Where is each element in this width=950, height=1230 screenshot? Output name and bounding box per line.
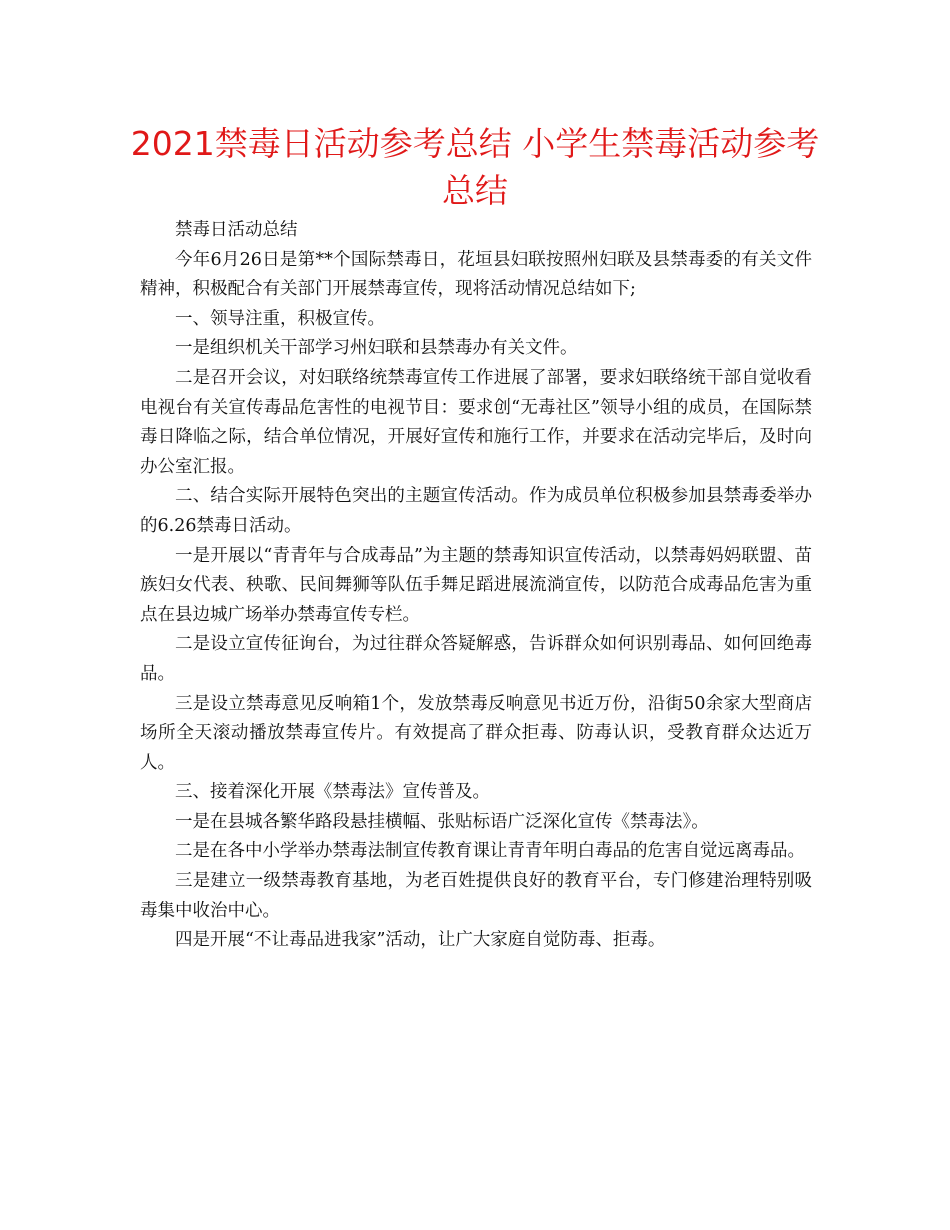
paragraph: 二是设立宣传征询台，为过往群众答疑解惑，告诉群众如何识别毒品、如何回绝毒品。	[140, 634, 812, 684]
paragraph: 四是开展“不让毒品进我家”活动，让广大家庭自觉防毒、拒毒。	[175, 930, 666, 951]
document-body	[140, 216, 812, 956]
paragraph: 一是开展以“青青年与合成毒品”为主题的禁毒知识宣传活动，以禁毒妈妈联盟、苗族妇女代表、秧歌、民间舞狮等队伍手舞足蹈进展流淌宣传，以防范合成毒品危害为重点在县边城广场举办禁毒宣传专栏。	[140, 545, 812, 625]
paragraph: 一、领导注重，积极宣传。	[175, 308, 385, 329]
document-title: 2021禁毒日活动参考总结 小学生禁毒活动参考总结	[130, 124, 820, 210]
paragraph: 三是设立禁毒意见反响箱1个，发放禁毒反响意见书近万份，沿街50余家大型商店场所全天滚动播放禁毒宣传片。有效提高了群众拒毒、防毒认识，受教育群众达近万人。	[140, 693, 812, 773]
paragraph: 一是组织机关干部学习州妇联和县禁毒办有关文件。	[175, 338, 578, 359]
paragraph: 禁毒日活动总结	[175, 220, 298, 240]
paragraph: 二是召开会议，对妇联络统禁毒宣传工作进展了部署，要求妇联络统干部自觉收看电视台有关宣传毒品危害性的电视节目：要求创“无毒社区”领导小组的成员，在国际禁毒日降临之际，结合单位情况，开展好宣传和施行工作，并要求在活动完毕后，及时向办公室汇报。	[140, 367, 812, 477]
paragraph: 二是在各中小学举办禁毒法制宣传教育课让青青年明白毒品的危害自觉远离毒品。	[175, 841, 805, 862]
paragraph: 二、结合实际开展特色突出的主题宣传活动。作为成员单位积极参加县禁毒委举办的6.26禁毒日活动。	[140, 486, 812, 536]
paragraph: 一是在县城各繁华路段悬挂横幅、张贴标语广泛深化宣传《禁毒法》。	[175, 811, 709, 832]
paragraph: 三是建立一级禁毒教育基地，为老百姓提供良好的教育平台，专门修建治理特别吸毒集中收治中心。	[140, 871, 812, 921]
paragraph: 三、接着深化开展《禁毒法》宣传普及。	[175, 782, 490, 803]
paragraph: 今年6月26日是第**个国际禁毒日，花垣县妇联按照州妇联及县禁毒委的有关文件精神，积极配合有关部门开展禁毒宣传，现将活动情况总结如下;	[140, 249, 812, 300]
